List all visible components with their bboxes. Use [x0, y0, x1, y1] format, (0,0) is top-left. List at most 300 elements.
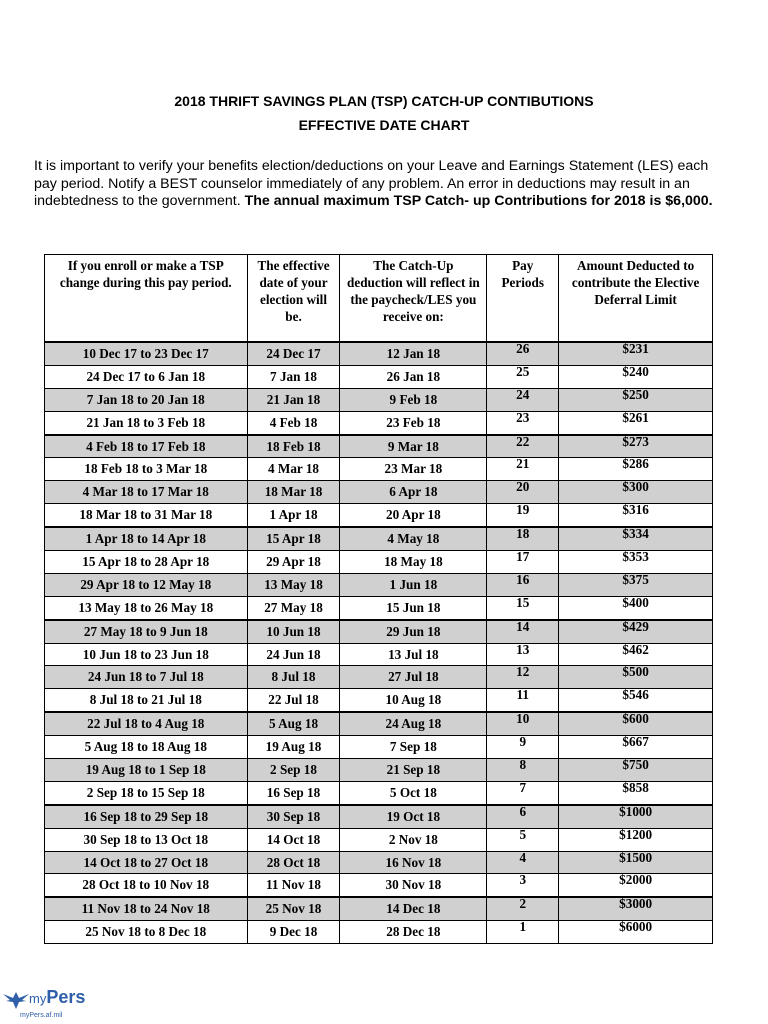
paycheck-date-cell-text: 1 Jun 18	[389, 576, 438, 592]
amount-cell-text: $429	[622, 618, 649, 634]
amount-cell	[559, 365, 713, 388]
enroll-period-cell-text: 11 Nov 18 to 24 Nov 18	[81, 901, 210, 917]
enroll-period-cell	[45, 736, 248, 759]
effective-date-cell-text: 13 May 18	[264, 576, 323, 592]
effective-date-cell	[247, 504, 340, 527]
effective-date-cell	[247, 805, 340, 828]
enroll-period-cell	[45, 435, 248, 458]
amount-cell	[559, 551, 713, 574]
logo-pers: Pers	[46, 987, 86, 1007]
enroll-period-cell	[45, 921, 248, 944]
paycheck-date-cell	[340, 828, 487, 851]
pay-periods-cell	[487, 643, 559, 666]
enroll-period-cell	[45, 759, 248, 782]
effective-date-cell	[247, 689, 340, 712]
enroll-period-cell-text: 8 Jul 18 to 21 Jul 18	[89, 692, 202, 708]
paycheck-date-cell-text: 13 Jul 18	[388, 646, 439, 662]
amount-cell-text: $353	[622, 549, 649, 565]
amount-cell-text: $316	[622, 502, 649, 518]
paycheck-date-cell	[340, 435, 487, 458]
enroll-period-cell	[45, 411, 248, 434]
effective-date-cell	[247, 643, 340, 666]
paycheck-date-cell-text: 14 Dec 18	[386, 901, 441, 917]
table-row	[45, 851, 713, 874]
intro-text: It is important to verify your benefits election/deductions on your Leave and Earnings Statement (LES) each pay period. Notify a BEST counselor immediately of any problem. An error in deductions may result in an indebtedness to the government.	[34, 158, 709, 209]
effective-date-cell	[247, 874, 340, 897]
enroll-period-cell	[45, 643, 248, 666]
enroll-period-cell-text: 30 Sep 18 to 13 Oct 18	[83, 831, 209, 847]
amount-cell-text: $500	[622, 664, 649, 680]
effective-date-cell-text: 27 May 18	[264, 599, 323, 615]
table-row	[45, 596, 713, 619]
effective-date-cell	[247, 411, 340, 434]
table-header-row	[45, 255, 713, 343]
enroll-period-cell	[45, 805, 248, 828]
paycheck-date-cell-text: 24 Aug 18	[385, 716, 442, 732]
enroll-period-cell-text: 14 Oct 18 to 27 Oct 18	[83, 854, 209, 870]
enroll-period-cell-text: 19 Aug 18 to 1 Sep 18	[85, 761, 206, 777]
enroll-period-cell-text: 5 Aug 18 to 18 Aug 18	[84, 739, 207, 755]
pay-periods-cell-text: 18	[516, 526, 530, 542]
pay-periods-cell-text: 14	[516, 618, 530, 634]
amount-cell-text: $667	[622, 734, 649, 750]
amount-cell-text: $250	[622, 386, 649, 402]
paycheck-date-cell-text: 15 Jun 18	[386, 599, 441, 615]
pay-periods-cell-text: 10	[516, 711, 530, 727]
enroll-period-cell-text: 13 May 18 to 26 May 18	[78, 599, 214, 615]
table-row	[45, 504, 713, 527]
paycheck-date-cell-text: 18 May 18	[384, 553, 443, 569]
amount-cell-text: $546	[622, 687, 649, 703]
amount-cell-text: $600	[622, 711, 649, 727]
paycheck-date-cell-text: 20 Apr 18	[386, 507, 441, 523]
amount-cell	[559, 411, 713, 434]
amount-cell-text: $1000	[619, 803, 653, 819]
header-effective-date: The effective date of your election will be.	[247, 255, 340, 343]
enroll-period-cell-text: 16 Sep 18 to 29 Sep 18	[83, 808, 209, 824]
effective-date-cell-text: 29 Apr 18	[266, 553, 321, 569]
pay-periods-cell-text: 25	[516, 363, 530, 379]
paycheck-date-cell	[340, 689, 487, 712]
paycheck-date-cell	[340, 666, 487, 689]
enroll-period-cell	[45, 689, 248, 712]
effective-date-cell	[247, 435, 340, 458]
pay-periods-cell-text: 1	[519, 919, 527, 935]
amount-cell-text: $240	[622, 363, 649, 379]
enroll-period-cell-text: 18 Mar 18 to 31 Mar 18	[79, 507, 213, 523]
amount-cell-text: $1200	[619, 826, 653, 842]
amount-cell	[559, 828, 713, 851]
effective-date-cell	[247, 573, 340, 596]
effective-date-cell-text: 30 Sep 18	[266, 808, 321, 824]
effective-date-cell	[247, 620, 340, 643]
enroll-period-cell-text: 28 Oct 18 to 10 Nov 18	[82, 877, 210, 893]
header-amount: Amount Deducted to contribute the Elective Deferral Limit	[559, 255, 713, 343]
pay-periods-cell-text: 2	[519, 896, 527, 912]
amount-cell	[559, 342, 713, 365]
pay-periods-cell-text: 15	[516, 594, 530, 610]
effective-date-cell	[247, 897, 340, 920]
pay-periods-cell	[487, 620, 559, 643]
pay-periods-cell-text: 21	[516, 456, 530, 472]
amount-cell	[559, 596, 713, 619]
enroll-period-cell	[45, 527, 248, 550]
pay-periods-cell-text: 3	[519, 872, 527, 888]
amount-cell	[559, 504, 713, 527]
paycheck-date-cell-text: 6 Apr 18	[389, 484, 438, 500]
amount-cell	[559, 736, 713, 759]
table-row	[45, 897, 713, 920]
paycheck-date-cell-text: 30 Nov 18	[385, 877, 442, 893]
amount-cell-text: $273	[622, 433, 649, 449]
table-row	[45, 736, 713, 759]
pay-periods-cell-text: 22	[516, 433, 530, 449]
table-row	[45, 342, 713, 365]
enroll-period-cell	[45, 897, 248, 920]
pay-periods-cell-text: 13	[516, 641, 530, 657]
amount-cell	[559, 689, 713, 712]
enroll-period-cell	[45, 666, 248, 689]
pay-periods-cell	[487, 573, 559, 596]
pay-periods-cell	[487, 504, 559, 527]
paycheck-date-cell	[340, 736, 487, 759]
pay-periods-cell	[487, 689, 559, 712]
amount-cell	[559, 897, 713, 920]
pay-periods-cell	[487, 805, 559, 828]
document-title: 2018 THRIFT SAVINGS PLAN (TSP) CATCH-UP CONTIBUTIONS	[174, 93, 594, 109]
paycheck-date-cell	[340, 573, 487, 596]
effective-date-cell	[247, 921, 340, 944]
enroll-period-cell	[45, 596, 248, 619]
enroll-period-cell-text: 25 Nov 18 to 8 Dec 18	[85, 924, 207, 940]
paycheck-date-cell	[340, 921, 487, 944]
paycheck-date-cell	[340, 411, 487, 434]
paycheck-date-cell	[340, 620, 487, 643]
amount-cell-text: $334	[622, 526, 649, 542]
table-row	[45, 759, 713, 782]
table-row	[45, 805, 713, 828]
effective-date-cell-text: 28 Oct 18	[266, 854, 321, 870]
table-row	[45, 411, 713, 434]
enroll-period-cell	[45, 781, 248, 804]
paycheck-date-cell	[340, 388, 487, 411]
pay-periods-cell	[487, 781, 559, 804]
effective-date-cell-text: 11 Nov 18	[266, 877, 321, 893]
amount-cell	[559, 666, 713, 689]
pay-periods-cell	[487, 365, 559, 388]
effective-date-cell-text: 5 Aug 18	[268, 716, 319, 732]
effective-date-cell	[247, 342, 340, 365]
effective-date-cell	[247, 527, 340, 550]
pay-periods-cell-text: 7	[519, 779, 527, 795]
enroll-period-cell-text: 29 Apr 18 to 12 May 18	[80, 576, 212, 592]
pay-periods-cell	[487, 388, 559, 411]
table-row	[45, 527, 713, 550]
amount-cell	[559, 527, 713, 550]
amount-cell	[559, 851, 713, 874]
effective-date-cell-text: 4 Mar 18	[267, 461, 320, 477]
amount-cell	[559, 388, 713, 411]
effective-date-cell-text: 7 Jan 18	[270, 368, 317, 384]
table-row	[45, 781, 713, 804]
logo-site-url: myPers.af.mil	[20, 1012, 63, 1019]
paycheck-date-cell-text: 9 Feb 18	[389, 391, 438, 407]
pay-periods-cell	[487, 458, 559, 481]
paycheck-date-cell-text: 27 Jul 18	[388, 669, 439, 685]
paycheck-date-cell	[340, 759, 487, 782]
amount-cell	[559, 458, 713, 481]
paycheck-date-cell-text: 28 Dec 18	[386, 924, 441, 940]
effective-date-cell-text: 4 Feb 18	[269, 414, 318, 430]
effective-date-cell-text: 21 Jan 18	[266, 391, 321, 407]
pay-periods-cell-text: 17	[516, 549, 530, 565]
pay-periods-cell	[487, 435, 559, 458]
enroll-period-cell	[45, 573, 248, 596]
table-row	[45, 458, 713, 481]
air-force-wings-icon	[2, 988, 30, 1010]
effective-date-cell-text: 18 Feb 18	[266, 438, 321, 454]
effective-date-cell	[247, 388, 340, 411]
effective-date-cell-text: 10 Jun 18	[266, 623, 321, 639]
enroll-period-cell-text: 4 Mar 18 to 17 Mar 18	[82, 484, 209, 500]
enroll-period-cell	[45, 828, 248, 851]
effective-date-cell-text: 8 Jul 18	[271, 669, 316, 685]
pay-periods-cell	[487, 551, 559, 574]
table-row	[45, 365, 713, 388]
paycheck-date-cell-text: 2 Nov 18	[388, 831, 438, 847]
enroll-period-cell	[45, 712, 248, 735]
enroll-period-cell	[45, 365, 248, 388]
table-row	[45, 388, 713, 411]
effective-date-cell-text: 16 Sep 18	[266, 784, 321, 800]
paycheck-date-cell	[340, 365, 487, 388]
pay-periods-cell-text: 9	[519, 734, 527, 750]
paycheck-date-cell	[340, 851, 487, 874]
effective-date-cell	[247, 596, 340, 619]
header-enroll-period: If you enroll or make a TSP change during this pay period.	[45, 255, 248, 343]
effective-date-cell-text: 2 Sep 18	[270, 761, 317, 777]
paycheck-date-cell	[340, 712, 487, 735]
enroll-period-cell-text: 22 Jul 18 to 4 Aug 18	[87, 716, 205, 732]
pay-periods-cell	[487, 921, 559, 944]
enroll-period-cell	[45, 851, 248, 874]
amount-cell-text: $231	[622, 341, 649, 356]
effective-date-cell-text: 19 Aug 18	[265, 739, 322, 755]
paycheck-date-cell-text: 26 Jan 18	[386, 368, 441, 384]
pay-periods-cell	[487, 527, 559, 550]
pay-periods-cell	[487, 712, 559, 735]
effective-date-cell	[247, 851, 340, 874]
paycheck-date-cell	[340, 781, 487, 804]
paycheck-date-cell	[340, 342, 487, 365]
enroll-period-cell	[45, 620, 248, 643]
table-row	[45, 620, 713, 643]
paycheck-date-cell-text: 23 Feb 18	[386, 414, 441, 430]
amount-cell-text: $400	[622, 594, 649, 610]
enroll-period-cell	[45, 481, 248, 504]
table-row	[45, 666, 713, 689]
enroll-period-cell-text: 18 Feb 18 to 3 Mar 18	[84, 461, 208, 477]
pay-periods-cell	[487, 897, 559, 920]
enroll-period-cell	[45, 458, 248, 481]
pay-periods-cell-text: 12	[516, 664, 530, 680]
paycheck-date-cell-text: 10 Aug 18	[385, 692, 442, 708]
paycheck-date-cell	[340, 643, 487, 666]
effective-date-cell	[247, 666, 340, 689]
enroll-period-cell-text: 10 Dec 17 to 23 Dec 17	[82, 345, 209, 361]
enroll-period-cell-text: 21 Jan 18 to 3 Feb 18	[86, 414, 206, 430]
effective-date-cell-text: 24 Dec 17	[266, 345, 321, 361]
amount-cell-text: $462	[622, 641, 649, 657]
table-row	[45, 712, 713, 735]
amount-cell	[559, 759, 713, 782]
mypers-logo[interactable]	[2, 986, 122, 1022]
amount-cell	[559, 921, 713, 944]
enroll-period-cell	[45, 874, 248, 897]
paycheck-date-cell	[340, 551, 487, 574]
enroll-period-cell-text: 2 Sep 18 to 15 Sep 18	[86, 784, 205, 800]
table-row	[45, 689, 713, 712]
amount-cell	[559, 573, 713, 596]
pay-periods-cell-text: 4	[519, 849, 527, 865]
paycheck-date-cell-text: 4 May 18	[387, 531, 440, 547]
pay-periods-cell	[487, 851, 559, 874]
enroll-period-cell-text: 7 Jan 18 to 20 Jan 18	[86, 391, 205, 407]
amount-cell-text: $858	[622, 779, 649, 795]
paycheck-date-cell-text: 7 Sep 18	[389, 739, 437, 755]
amount-cell	[559, 643, 713, 666]
amount-cell-text: $375	[622, 571, 649, 587]
paycheck-date-cell	[340, 897, 487, 920]
effective-date-table	[44, 254, 713, 944]
paycheck-date-cell-text: 9 Mar 18	[387, 438, 439, 454]
enroll-period-cell-text: 24 Dec 17 to 6 Jan 18	[86, 368, 206, 384]
paycheck-date-cell-text: 23 Mar 18	[384, 461, 443, 477]
intro-paragraph	[34, 158, 734, 211]
pay-periods-cell-text: 20	[516, 479, 530, 495]
table-row	[45, 643, 713, 666]
effective-date-cell	[247, 781, 340, 804]
intro-bold-text: The annual maximum TSP Catch- up Contributions for 2018 is $6,000.	[244, 193, 713, 209]
effective-date-cell-text: 18 Mar 18	[264, 484, 323, 500]
effective-date-cell-text: 14 Oct 18	[266, 831, 321, 847]
enroll-period-cell-text: 4 Feb 18 to 17 Feb 18	[86, 438, 206, 454]
pay-periods-cell	[487, 596, 559, 619]
enroll-period-cell-text: 10 Jun 18 to 23 Jun 18	[82, 646, 209, 662]
paycheck-date-cell	[340, 596, 487, 619]
paycheck-date-cell-text: 19 Oct 18	[386, 808, 441, 824]
logo-wordmark	[29, 987, 85, 1008]
effective-date-cell-text: 24 Jun 18	[266, 646, 321, 662]
amount-cell-text: $2000	[619, 872, 653, 888]
table-row	[45, 481, 713, 504]
effective-date-cell-text: 22 Jul 18	[268, 692, 319, 708]
amount-cell-text: $261	[622, 409, 649, 425]
enroll-period-cell	[45, 342, 248, 365]
amount-cell	[559, 874, 713, 897]
pay-periods-cell-text: 6	[519, 803, 527, 819]
effective-date-cell	[247, 712, 340, 735]
enroll-period-cell-text: 24 Jun 18 to 7 Jul 18	[87, 669, 204, 685]
effective-date-cell	[247, 736, 340, 759]
paycheck-date-cell	[340, 527, 487, 550]
amount-cell	[559, 781, 713, 804]
pay-periods-cell	[487, 411, 559, 434]
amount-cell	[559, 805, 713, 828]
pay-periods-cell-text: 11	[516, 687, 529, 703]
pay-periods-cell	[487, 828, 559, 851]
pay-periods-cell	[487, 874, 559, 897]
pay-periods-cell	[487, 481, 559, 504]
amount-cell-text: $3000	[619, 896, 653, 912]
paycheck-date-cell-text: 5 Oct 18	[389, 784, 437, 800]
effective-date-cell	[247, 365, 340, 388]
header-pay-periods: Pay Periods	[487, 255, 559, 343]
amount-cell	[559, 435, 713, 458]
pay-periods-cell	[487, 736, 559, 759]
paycheck-date-cell-text: 29 Jun 18	[386, 623, 441, 639]
effective-date-cell	[247, 828, 340, 851]
amount-cell-text: $300	[622, 479, 649, 495]
table-row	[45, 551, 713, 574]
paycheck-date-cell-text: 16 Nov 18	[385, 854, 442, 870]
enroll-period-cell	[45, 504, 248, 527]
paycheck-date-cell	[340, 481, 487, 504]
enroll-period-cell-text: 15 Apr 18 to 28 Apr 18	[82, 553, 210, 569]
amount-cell-text: $6000	[619, 919, 653, 935]
amount-cell	[559, 712, 713, 735]
amount-cell	[559, 620, 713, 643]
pay-periods-cell-text: 23	[516, 409, 530, 425]
enroll-period-cell-text: 27 May 18 to 9 Jun 18	[83, 623, 208, 639]
table-row	[45, 921, 713, 944]
pay-periods-cell	[487, 342, 559, 365]
pay-periods-cell-text: 16	[516, 571, 530, 587]
document-subtitle: EFFECTIVE DATE CHART	[298, 117, 470, 133]
pay-periods-cell-text: 5	[519, 826, 527, 842]
paycheck-date-cell	[340, 458, 487, 481]
enroll-period-cell	[45, 388, 248, 411]
effective-date-cell	[247, 458, 340, 481]
amount-cell-text: $750	[622, 757, 649, 773]
effective-date-cell-text: 15 Apr 18	[266, 531, 321, 547]
table-row	[45, 435, 713, 458]
header-paycheck-date: The Catch-Up deduction will reflect in the paycheck/LES you receive on:	[340, 255, 487, 343]
pay-periods-cell-text: 19	[516, 502, 530, 518]
effective-date-cell	[247, 481, 340, 504]
enroll-period-cell	[45, 551, 248, 574]
paycheck-date-cell-text: 21 Sep 18	[386, 761, 441, 777]
effective-date-cell	[247, 759, 340, 782]
table-row	[45, 573, 713, 596]
table-row	[45, 874, 713, 897]
effective-date-cell-text: 9 Dec 18	[269, 924, 318, 940]
table-row	[45, 828, 713, 851]
pay-periods-cell	[487, 666, 559, 689]
amount-cell-text: $1500	[619, 849, 653, 865]
pay-periods-cell-text: 26	[516, 341, 530, 356]
paycheck-date-cell	[340, 805, 487, 828]
effective-date-cell-text: 1 Apr 18	[269, 507, 318, 523]
logo-my: my	[29, 991, 47, 1006]
paycheck-date-cell	[340, 504, 487, 527]
pay-periods-cell-text: 24	[516, 386, 530, 402]
paycheck-date-cell-text: 12 Jan 18	[386, 345, 441, 361]
pay-periods-cell	[487, 759, 559, 782]
amount-cell-text: $286	[622, 456, 649, 472]
table-body	[45, 342, 713, 944]
effective-date-cell-text: 25 Nov 18	[265, 901, 322, 917]
